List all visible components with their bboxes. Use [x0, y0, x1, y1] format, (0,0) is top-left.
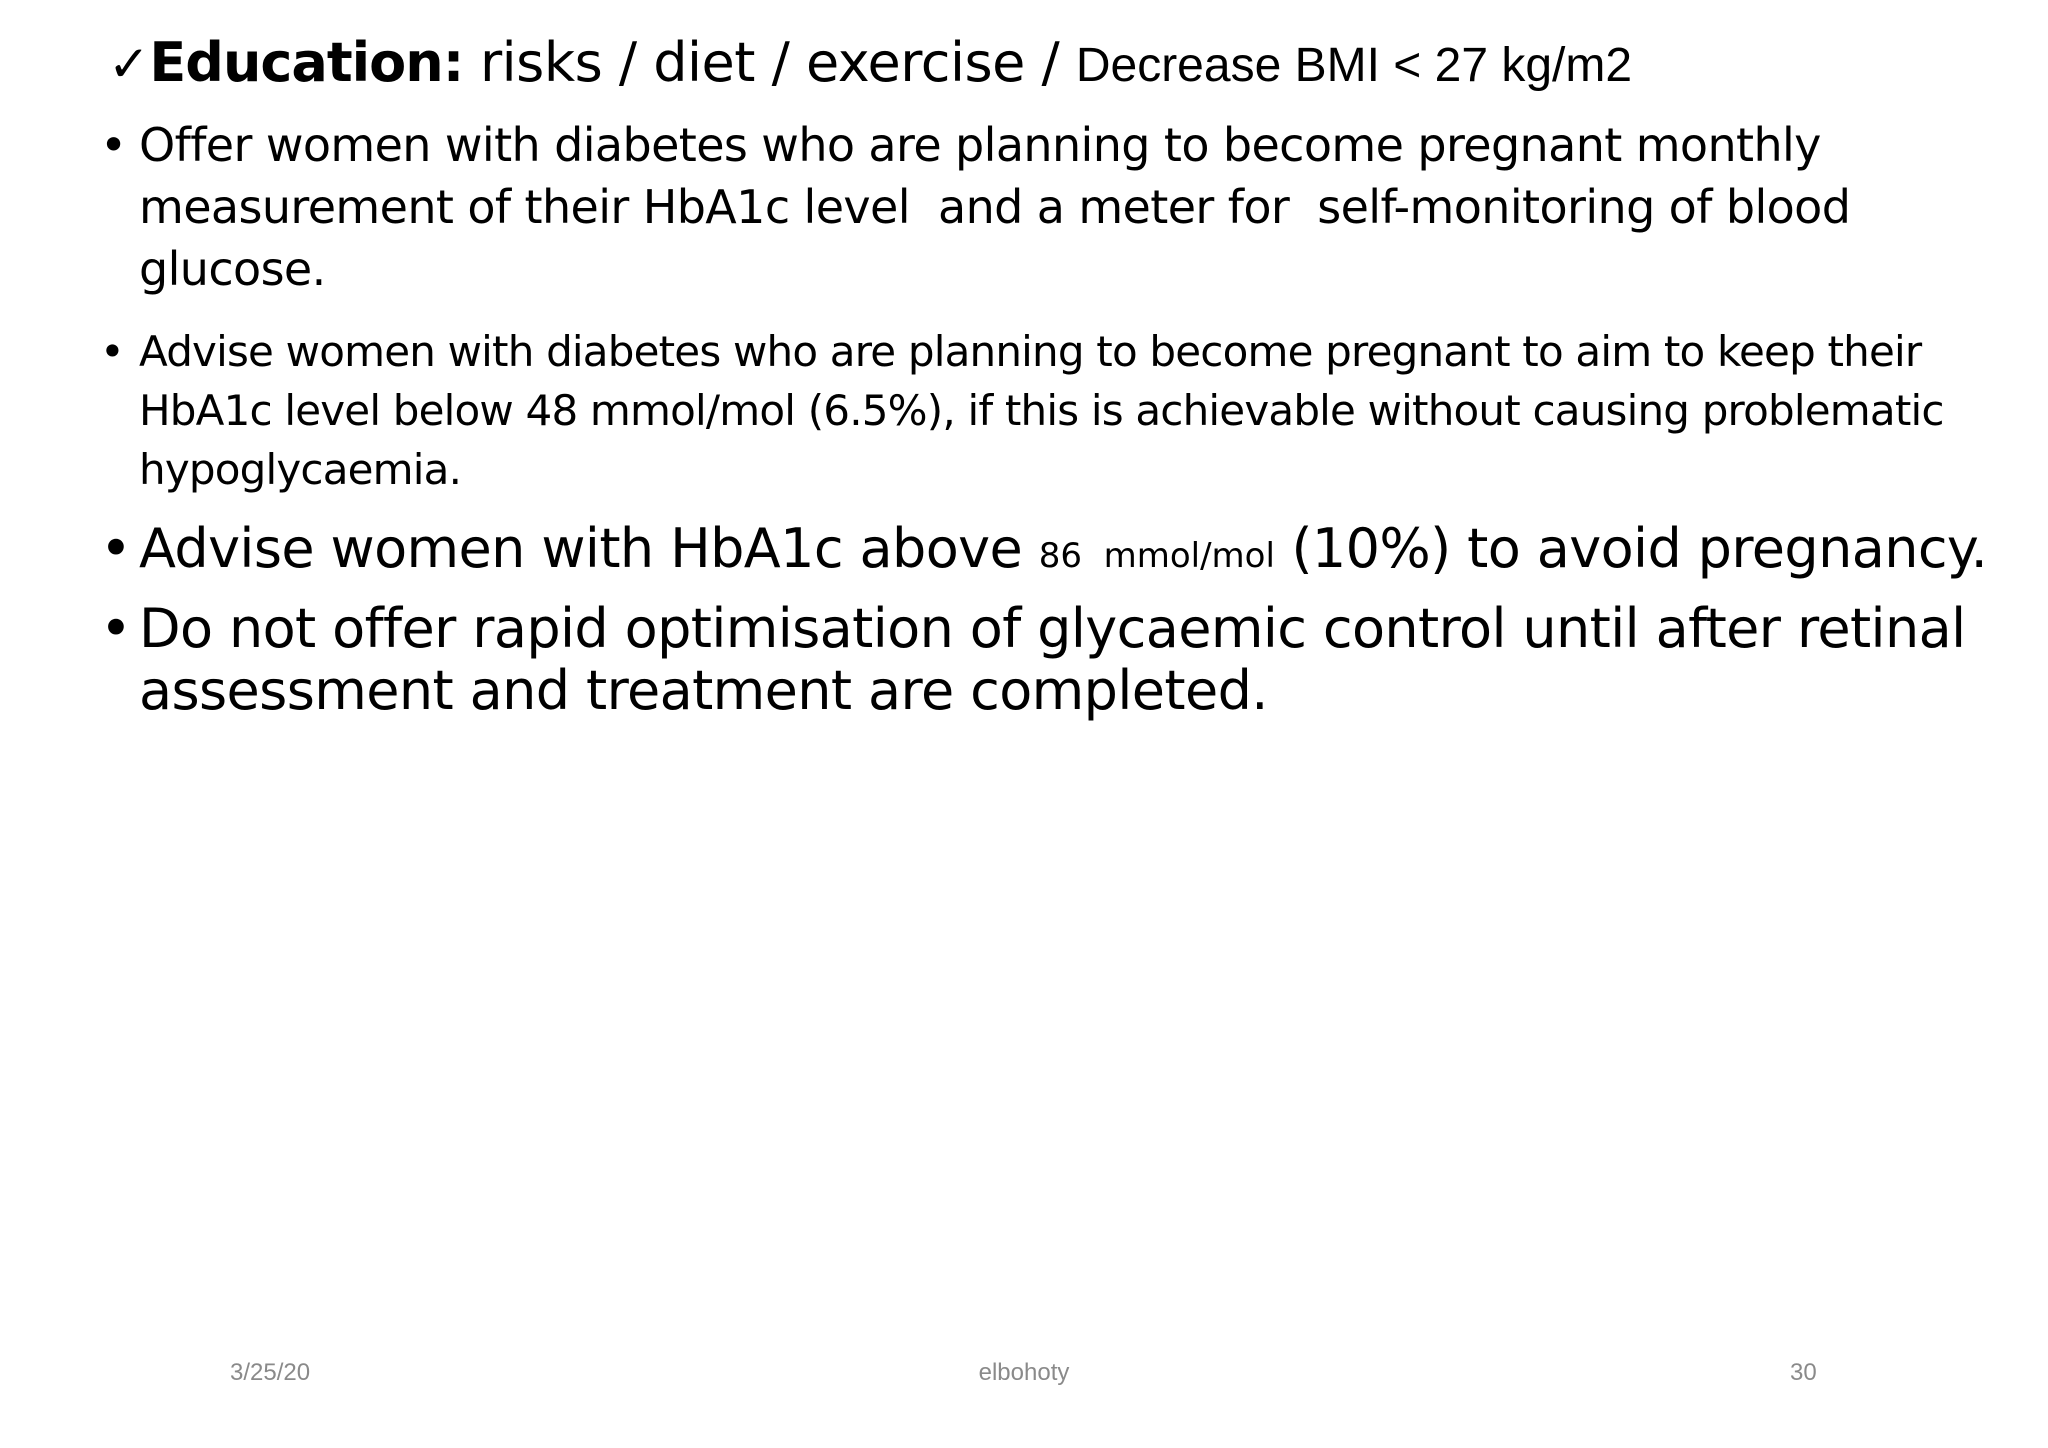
checkmark-icon: ✓	[108, 35, 150, 93]
hba1c-threshold-value: 86	[1038, 536, 1082, 576]
bullet-text	[139, 516, 1988, 589]
bullet-text: Offer women with diabetes who are planning to become pregnant monthly measurement of their HbA1c level and a meter for self-monitoring of blood glucose.	[139, 118, 1865, 296]
bullet-text-before: Advise women with HbA1c above	[139, 517, 1039, 580]
bullet-text-after: (10%) to avoid pregnancy.	[1274, 517, 1988, 580]
heading-topics: risks / diet / exercise /	[463, 31, 1076, 94]
bullet-marker: •	[100, 597, 132, 660]
footer-page-number: 30	[1790, 1359, 1817, 1386]
bullet-item	[100, 322, 1968, 499]
slide-heading	[108, 30, 1632, 99]
bullet-text: Advise women with diabetes who are planning to become pregnant to aim to keep their HbA1c level below 48 mmol/mol (6.5%), if this is achievable without causing problematic hypoglycaemia.	[139, 327, 1944, 494]
bullet-item	[100, 598, 1968, 722]
bullet-marker: •	[100, 118, 127, 172]
hba1c-threshold-unit: mmol/mol	[1103, 536, 1275, 576]
footer-date: 3/25/20	[230, 1359, 311, 1386]
bullet-marker: •	[100, 517, 132, 580]
heading-bmi-target: Decrease BMI < 27 kg/m2	[1075, 39, 1633, 92]
bullet-item	[100, 516, 1988, 589]
footer-author: elbohoty	[978, 1359, 1070, 1386]
heading-label: Education:	[149, 31, 464, 94]
bullet-item	[100, 114, 1968, 300]
bullet-text: Do not offer rapid optimisation of glycaemic control until after retinal assessment and treatment are completed.	[139, 597, 1966, 722]
bullet-marker: •	[100, 327, 124, 376]
